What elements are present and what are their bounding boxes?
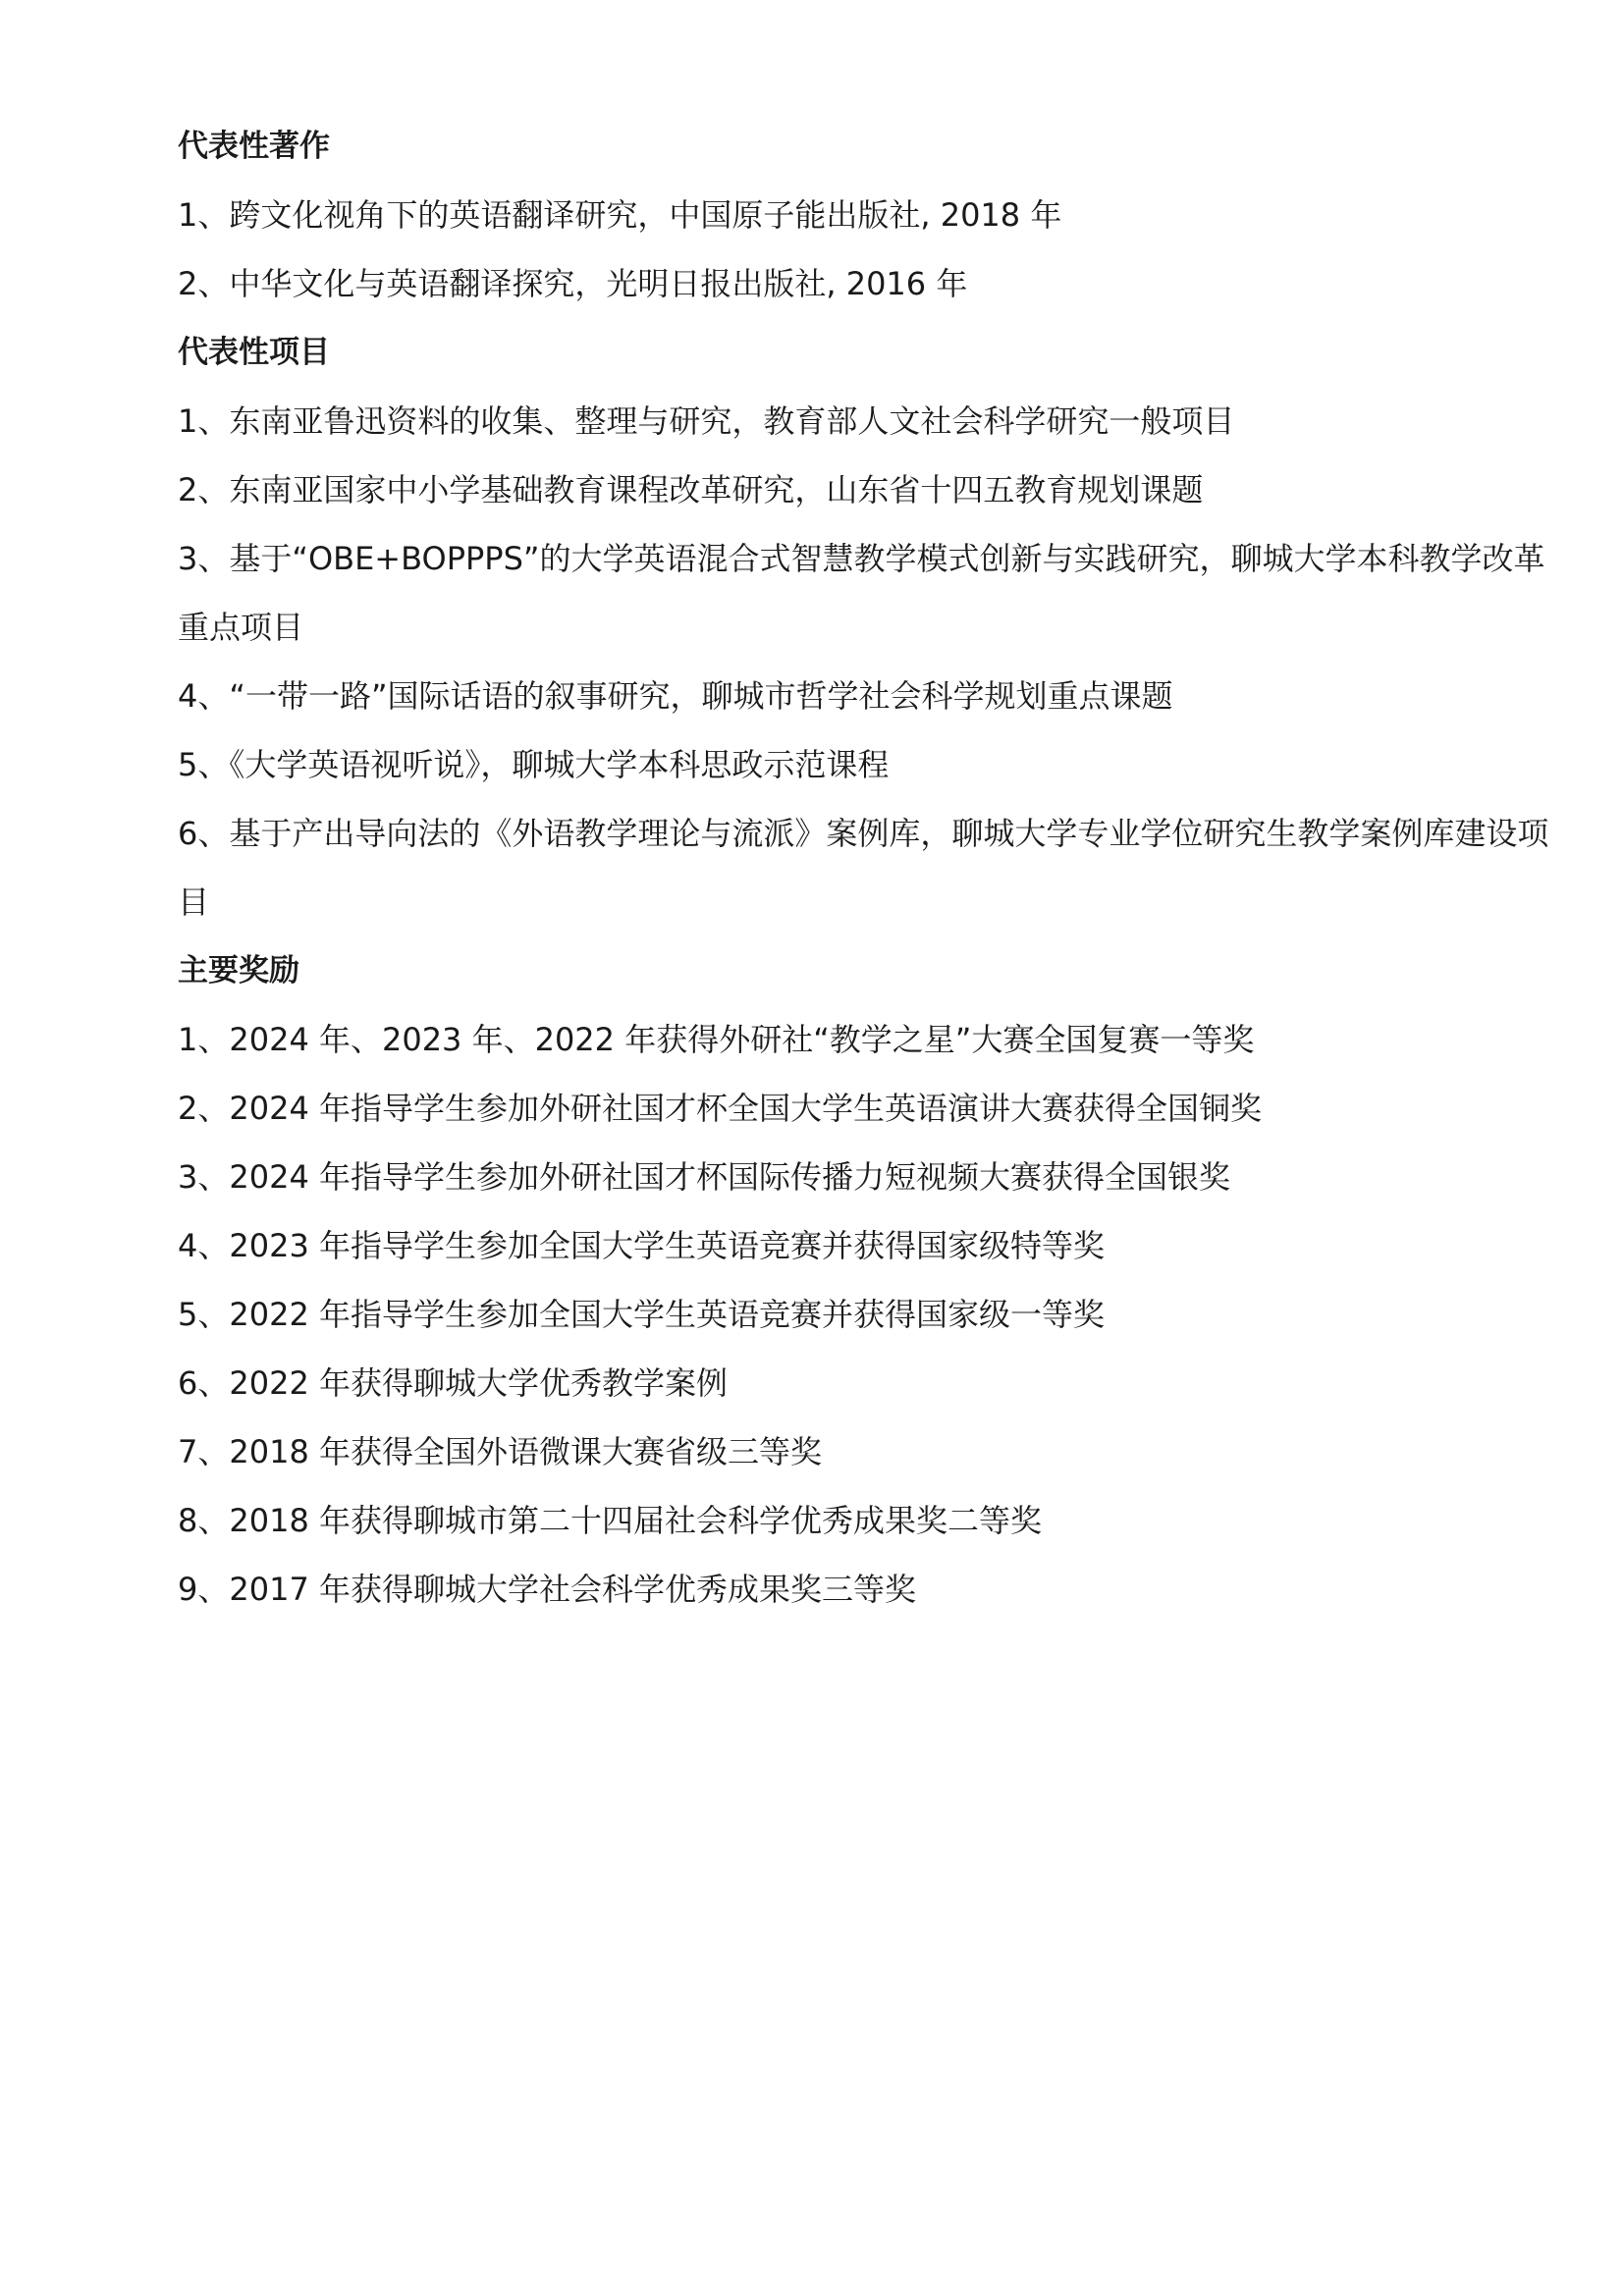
award-item: 9、2017 年获得聊城大学社会科学优秀成果奖三等奖 — [178, 1571, 916, 1608]
project-item: 6、基于产出导向法的《外语教学理论与流派》案例库，聊城大学专业学位研究生教学案例库建设项目 — [178, 815, 1549, 921]
award-item: 5、2022 年指导学生参加全国大学生英语竞赛并获得国家级一等奖 — [178, 1296, 1105, 1333]
award-item: 3、2024 年指导学生参加外研社国才杯国际传播力短视频大赛获得全国银奖 — [178, 1158, 1230, 1196]
project-item: 2、东南亚国家中小学基础教育课程改革研究，山东省十四五教育规划课题 — [178, 471, 1204, 508]
award-item: 2、2024 年指导学生参加外研社国才杯全国大学生英语演讲大赛获得全国铜奖 — [178, 1090, 1262, 1127]
project-item: 5、《大学英语视听说》，聊城大学本科思政示范课程 — [178, 746, 890, 783]
award-item: 8、2018 年获得聊城市第二十四届社会科学优秀成果奖二等奖 — [178, 1502, 1042, 1539]
award-item: 7、2018 年获得全国外语微课大赛省级三等奖 — [178, 1433, 822, 1470]
award-item: 1、2024 年、2023 年、2022 年获得外研社“教学之星”大赛全国复赛一等奖 — [178, 1021, 1255, 1058]
section-title-works: 代表性著作 — [178, 129, 330, 164]
project-item: 3、基于“OBE+BOPPPS”的大学英语混合式智慧教学模式创新与实践研究，聊城大学本科教学改革重点项目 — [178, 540, 1545, 646]
document-page — [178, 112, 1552, 1624]
award-item: 4、2023 年指导学生参加全国大学生英语竞赛并获得国家级特等奖 — [178, 1227, 1105, 1264]
project-item: 1、东南亚鲁迅资料的收集、整理与研究，教育部人文社会科学研究一般项目 — [178, 402, 1235, 440]
project-item: 4、“一带一路”国际话语的叙事研究，聊城市哲学社会科学规划重点课题 — [178, 677, 1173, 715]
works-item: 1、跨文化视角下的英语翻译研究，中国原子能出版社, 2018 年 — [178, 196, 1062, 234]
section-title-awards: 主要奖励 — [178, 953, 299, 988]
works-item: 2、中华文化与英语翻译探究，光明日报出版社, 2016 年 — [178, 265, 968, 302]
award-item: 6、2022 年获得聊城大学优秀教学案例 — [178, 1364, 728, 1402]
section-title-projects: 代表性项目 — [178, 335, 330, 370]
